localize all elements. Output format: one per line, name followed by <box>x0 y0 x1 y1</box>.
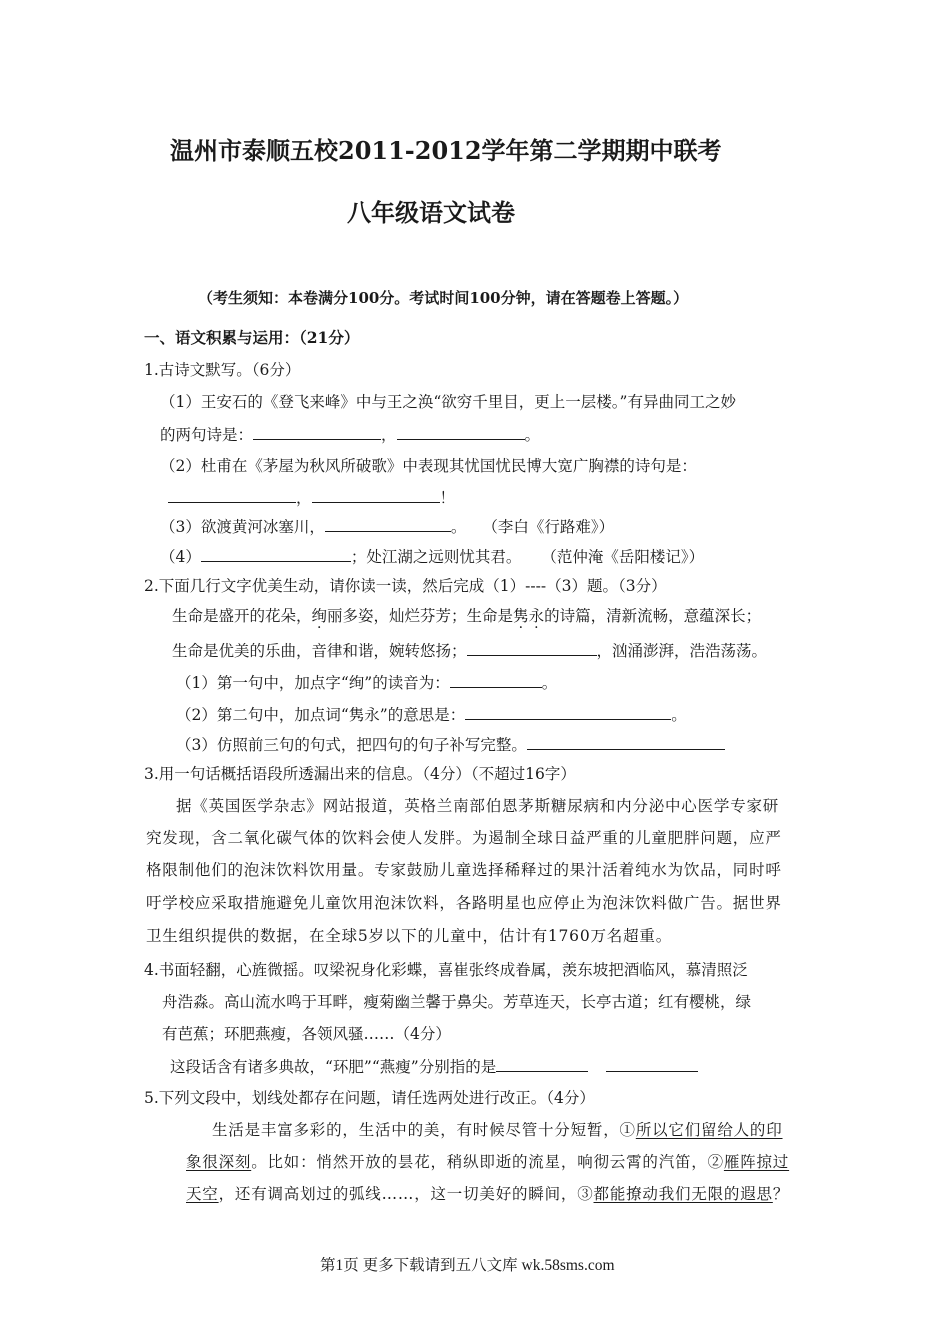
answer-blank[interactable] <box>496 1056 588 1072</box>
q1-p2-line2 <box>168 487 455 508</box>
q2-sub3 <box>176 734 725 755</box>
underlined-text: 雁阵掠过 <box>723 1153 790 1171</box>
q1-p1-line2 <box>160 424 540 445</box>
q2-stem: 2.下面几行文字优美生动，请你读一读，然后完成（1）----（3）题。（3分） <box>144 577 667 595</box>
q1-p1-prefix: 的两句诗是： <box>160 426 254 444</box>
q2-sub1 <box>176 672 557 693</box>
text: 。比如：悄然开放的昙花，稍纵即逝的流星，响彻云霄的汽笛，② <box>251 1153 724 1171</box>
answer-blank[interactable] <box>253 424 381 440</box>
answer-blank[interactable] <box>397 424 525 440</box>
text: 的诗篇，清新流畅，意蕴深长； <box>544 607 762 625</box>
exam-title-line2: 八年级语文试卷 <box>347 198 515 227</box>
q2-line2 <box>172 640 767 661</box>
punct: ， <box>296 489 312 507</box>
punct: 。 <box>671 706 687 724</box>
punct: ， <box>381 426 397 444</box>
q1-p4-suffix: ；处江湖之远则忧其君。 <box>350 548 522 566</box>
text: 生命是盛开的花朵， <box>172 607 312 625</box>
dotted-char: 隽 <box>513 607 529 625</box>
q3-stem: 3.用一句话概括语段所透漏出来的信息。（4分）（不超过16字） <box>144 765 576 783</box>
answer-blank[interactable] <box>201 546 351 562</box>
underlined-text: 都能撩动我们无限的遐思 <box>593 1185 773 1203</box>
q1-p2-line1: （2）杜甫在《茅屋为秋风所破歌》中表现其忧国忧民博大宽广胸襟的诗句是： <box>160 457 697 475</box>
q1-p4-source: （范仲淹《岳阳楼记》） <box>541 548 705 566</box>
exam-title-line1: 温州市泰顺五校2011-2012学年第二学期期中联考 <box>170 136 722 165</box>
text: （1）第一句中，加点字“绚”的读音为： <box>176 674 450 692</box>
text: ？ <box>772 1185 790 1203</box>
text: （2）第二句中，加点词“隽永”的意思是： <box>176 706 466 724</box>
underlined-text: 象很深刻 <box>186 1153 252 1171</box>
q4-line1: 4.书面轻翻，心旌微摇。叹梁祝身化彩蝶，喜崔张终成眷属，羡东坡把酒临风，慕清照泛 <box>144 961 748 979</box>
q5-stem: 5.下列文段中，划线处都存在问题，请任选两处进行改正。（4分） <box>144 1089 595 1107</box>
q5-line3 <box>186 1184 789 1204</box>
punct: 。 <box>541 674 558 692</box>
answer-blank[interactable] <box>467 640 597 656</box>
q3-line: 究发现，含二氧化碳气体的饮料会使人发胖。为遏制全球日益严重的儿童肥胖问题，应严 <box>146 829 782 847</box>
text: （3）仿照前三句的句式，把四句的句子补写完整。 <box>176 736 527 754</box>
q5-line2 <box>186 1152 789 1172</box>
q1-p3-prefix: （3）欲渡黄河冰塞川， <box>160 518 325 536</box>
underlined-text: 所以它们留给人的印 <box>635 1121 783 1139</box>
q4-question <box>170 1056 698 1077</box>
page-footer: 第1页 更多下载请到五八文库 wk.58sms.com <box>320 1257 615 1274</box>
text: ，还有调高划过的弧线……，这一切美好的瞬间，③ <box>218 1185 594 1203</box>
section1-heading: 一、语文积累与运用：（21分） <box>144 328 360 347</box>
text: 这段话含有诸多典故，“环肥”“燕瘦”分别指的是 <box>170 1058 497 1076</box>
q1-p4-prefix: （4） <box>160 548 201 566</box>
answer-blank[interactable] <box>527 734 725 750</box>
punct: ！ <box>439 489 456 507</box>
q2-line1 <box>172 606 761 626</box>
text: ，汹涌澎湃，浩浩荡荡。 <box>596 642 768 660</box>
text: 生命是优美的乐曲，音律和谐，婉转悠扬； <box>172 642 467 660</box>
q5-line1 <box>212 1120 783 1140</box>
text: 生活是丰富多彩的，生活中的美，有时候尽管十分短暂，① <box>212 1121 636 1139</box>
answer-blank[interactable] <box>450 672 542 688</box>
q1-p4 <box>160 546 704 567</box>
q3-line: 格限制他们的泡沫饮料饮用量。专家鼓励儿童选择稀释过的果汁活着纯水为饮品，同时呼 <box>146 861 782 879</box>
dotted-char: 绚 <box>311 607 328 625</box>
q2-sub2 <box>176 704 687 725</box>
answer-blank[interactable] <box>168 487 296 503</box>
punct: 。 <box>524 426 541 444</box>
exam-notice: （考生须知：本卷满分100分。考试时间100分钟，请在答题卷上答题。） <box>198 289 689 307</box>
q4-line3: 有芭蕉；环肥燕瘦，各领风骚……（4分） <box>162 1025 451 1043</box>
answer-blank[interactable] <box>606 1056 698 1072</box>
q1-p1-line1: （1）王安石的《登飞来峰》中与王之涣“欲穷千里目，更上一层楼。”有异曲同工之妙 <box>160 393 736 411</box>
q1-stem: 1.古诗文默写。（6分） <box>144 361 301 379</box>
answer-blank[interactable] <box>325 516 451 532</box>
answer-blank[interactable] <box>465 704 671 720</box>
dotted-char: 永 <box>528 607 545 625</box>
text: 丽多姿，灿烂芬芳；生命是 <box>327 607 514 625</box>
underlined-text: 天空 <box>186 1185 219 1203</box>
q1-p3 <box>160 516 614 537</box>
q3-line: 吁学校应采取措施避免儿童饮用泡沫饮料，各路明星也应停止为泡沫饮料做广告。据世界 <box>146 894 782 912</box>
q1-p3-source: （李白《行路难》） <box>482 518 615 536</box>
answer-blank[interactable] <box>312 487 440 503</box>
q3-line: 卫生组织提供的数据，在全球5岁以下的儿童中，估计有1760万名超重。 <box>146 927 673 945</box>
q3-line: 据《英国医学杂志》网站报道，英格兰南部伯恩茅斯糖尿病和内分泌中心医学专家研 <box>176 797 780 815</box>
q4-line2: 舟浩淼。高山流水鸣于耳畔，瘦菊幽兰馨于鼻尖。芳草连天，长亭古道；红有樱桃，绿 <box>162 993 752 1011</box>
punct: 。 <box>450 518 467 536</box>
